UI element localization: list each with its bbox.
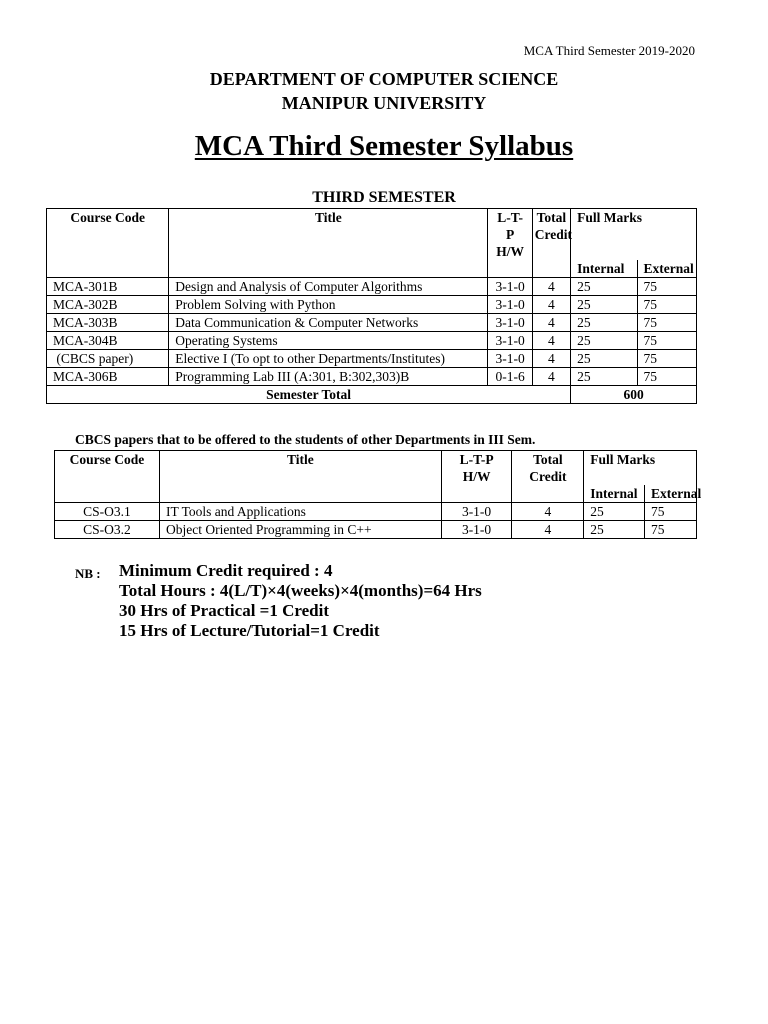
course-code: CS-O3.2 xyxy=(55,521,160,539)
cbcs-heading: CBCS papers that to be offered to the students of other Departments in III Sem. xyxy=(75,432,536,447)
header-spacer xyxy=(512,485,584,503)
course-title: Elective I (To opt to other Departments/Institutes) xyxy=(169,350,488,368)
course-external: 75 xyxy=(637,368,696,386)
course-external: 75 xyxy=(637,296,696,314)
department-name: DEPARTMENT OF COMPUTER SCIENCE xyxy=(209,69,559,89)
course-title: Programming Lab III (A:301, B:302,303)B xyxy=(169,368,488,386)
course-ltp: 3-1-0 xyxy=(488,350,532,368)
nb-line: 30 Hrs of Practical =1 Credit xyxy=(119,601,330,620)
semester-total-label: Semester Total xyxy=(47,386,571,404)
page-title: MCA Third Semester Syllabus xyxy=(194,130,574,162)
course-title: Problem Solving with Python xyxy=(169,296,488,314)
course-code: MCA-302B xyxy=(47,296,169,314)
header-credit: Total Credit xyxy=(532,209,570,261)
course-code: (CBCS paper) xyxy=(47,350,169,368)
table-row xyxy=(47,314,697,332)
header-spacer xyxy=(532,260,570,278)
table-row xyxy=(55,503,697,521)
header-course-code: Course Code xyxy=(55,451,160,486)
header-internal: Internal xyxy=(571,260,637,278)
nb-line: 15 Hrs of Lecture/Tutorial=1 Credit xyxy=(119,621,380,640)
course-code: CS-O3.1 xyxy=(55,503,160,521)
header-internal: Internal xyxy=(584,485,645,503)
header-external: External xyxy=(637,260,696,278)
course-internal: 25 xyxy=(571,350,637,368)
course-credit: 4 xyxy=(512,503,584,521)
course-internal: 25 xyxy=(571,314,637,332)
nb-line: Minimum Credit required : 4 xyxy=(119,561,333,580)
course-internal: 25 xyxy=(571,332,637,350)
header-full-marks: Full Marks xyxy=(584,451,697,486)
header-spacer xyxy=(488,260,532,278)
header-title: Title xyxy=(169,209,488,261)
course-ltp: 3-1-0 xyxy=(488,314,532,332)
header-ltp: L-T-P H/W xyxy=(488,209,532,261)
course-external: 75 xyxy=(637,350,696,368)
course-ltp: 3-1-0 xyxy=(441,503,512,521)
table-row xyxy=(47,350,697,368)
course-title: Data Communication & Computer Networks xyxy=(169,314,488,332)
course-ltp: 3-1-0 xyxy=(441,521,512,539)
course-code: MCA-301B xyxy=(47,278,169,296)
table-row xyxy=(55,521,697,539)
course-internal: 25 xyxy=(571,296,637,314)
course-credit: 4 xyxy=(532,350,570,368)
course-code: MCA-304B xyxy=(47,332,169,350)
header-course-code: Course Code xyxy=(47,209,169,261)
table-row xyxy=(47,296,697,314)
course-ltp: 3-1-0 xyxy=(488,332,532,350)
course-credit: 4 xyxy=(532,332,570,350)
header-credit: Total Credit xyxy=(512,451,584,486)
course-internal: 25 xyxy=(584,503,645,521)
course-external: 75 xyxy=(637,332,696,350)
course-credit: 4 xyxy=(532,296,570,314)
course-title: Object Oriented Programming in C++ xyxy=(159,521,441,539)
course-external: 75 xyxy=(645,521,697,539)
header-external: External xyxy=(645,485,697,503)
course-code: MCA-303B xyxy=(47,314,169,332)
header-note: MCA Third Semester 2019-2020 xyxy=(523,43,695,58)
header-full-marks: Full Marks xyxy=(571,209,697,261)
course-external: 75 xyxy=(637,314,696,332)
header-spacer xyxy=(55,485,160,503)
semester-total-value: 600 xyxy=(571,386,697,404)
course-title: Design and Analysis of Computer Algorithms xyxy=(169,278,488,296)
header-spacer xyxy=(441,485,512,503)
course-credit: 4 xyxy=(532,278,570,296)
course-code: MCA-306B xyxy=(47,368,169,386)
university-name: MANIPUR UNIVERSITY xyxy=(281,93,487,113)
course-internal: 25 xyxy=(571,368,637,386)
table-row xyxy=(47,332,697,350)
header-spacer xyxy=(47,260,169,278)
table-row xyxy=(47,278,697,296)
course-credit: 4 xyxy=(512,521,584,539)
table-row xyxy=(47,368,697,386)
third-semester-table xyxy=(46,208,697,404)
course-internal: 25 xyxy=(584,521,645,539)
nb-label: NB : xyxy=(75,566,101,581)
course-title: Operating Systems xyxy=(169,332,488,350)
header-ltp: L-T-P H/W xyxy=(441,451,512,486)
total-row xyxy=(47,386,697,404)
semester-heading: THIRD SEMESTER xyxy=(312,189,456,206)
nb-notes xyxy=(119,561,482,641)
cbcs-papers-table xyxy=(54,450,702,539)
nb-line: Total Hours : 4(L/T)×4(weeks)×4(months)=64 Hrs xyxy=(119,581,482,600)
course-ltp: 3-1-0 xyxy=(488,278,532,296)
header-spacer xyxy=(169,260,488,278)
course-ltp: 3-1-0 xyxy=(488,296,532,314)
course-internal: 25 xyxy=(571,278,637,296)
course-ltp: 0-1-6 xyxy=(488,368,532,386)
course-title: IT Tools and Applications xyxy=(159,503,441,521)
header-title: Title xyxy=(159,451,441,486)
course-external: 75 xyxy=(645,503,697,521)
course-external: 75 xyxy=(637,278,696,296)
course-credit: 4 xyxy=(532,314,570,332)
course-credit: 4 xyxy=(532,368,570,386)
header-spacer xyxy=(159,485,441,503)
